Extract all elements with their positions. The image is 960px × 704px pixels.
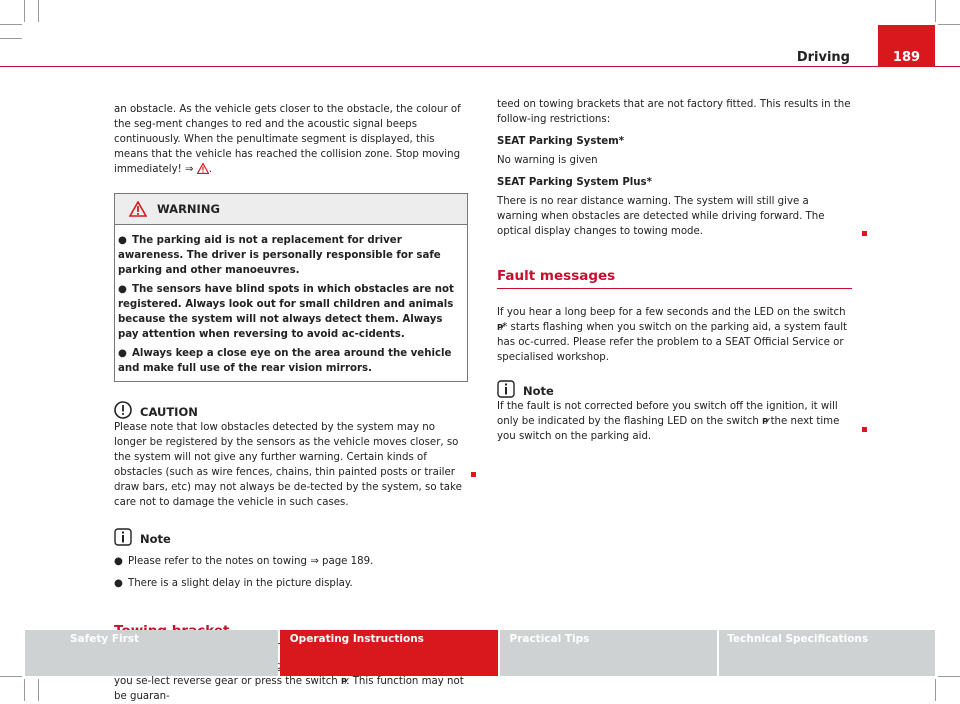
note-item: ● There is a slight delay in the picture display.	[114, 578, 353, 589]
left-column	[114, 102, 468, 704]
sys1-text: No warning is given	[497, 155, 598, 166]
crop-mark	[38, 0, 39, 22]
note-header	[114, 526, 468, 547]
caution-circle-icon	[114, 401, 132, 419]
tab-technical-specifications[interactable]: Technical Specifications	[719, 630, 935, 676]
crop-mark	[0, 24, 22, 25]
caution-text: Please note that low obstacles detected by the system may no longer be registered by the sensors as the vehicle moves closer, so the system will not give any further warning. Certain kinds of obstacles (such as wire fences, chains, thin painted posts or trailer draw bars, etc) may not always be de-tected by the system, so take care not to damage the vehicle in such cases.	[114, 422, 462, 508]
section-end-icon	[471, 472, 476, 477]
section-end-icon	[862, 231, 867, 236]
sys2-heading: SEAT Parking System Plus*	[497, 177, 652, 188]
crop-mark	[938, 24, 960, 25]
caution-header	[114, 399, 468, 420]
bullet-icon: ●	[118, 348, 127, 359]
sys1-heading: SEAT Parking System*	[497, 136, 625, 147]
right-column	[497, 97, 852, 444]
warning-item: ● Always keep a close eye on the area around the vehicle and make full use of the rear vision mirrors.	[118, 348, 452, 374]
tab-operating-instructions[interactable]: Operating Instructions	[280, 630, 498, 676]
parking-switch-icon: P⁄	[762, 417, 768, 426]
crop-mark	[0, 676, 22, 677]
info-icon	[114, 528, 132, 546]
bullet-icon: ●	[114, 556, 123, 567]
crop-mark	[938, 676, 960, 677]
note-header	[497, 378, 852, 399]
note-label: Note	[523, 384, 554, 398]
note-label: Note	[140, 532, 171, 546]
tab-safety-first[interactable]: Safety First	[25, 630, 278, 676]
sys2-text: There is no rear distance warning. The system will still give a warning when obstacles are detected while driving forward. The optical display changes to towing mode.	[497, 196, 825, 237]
crop-mark	[38, 679, 39, 701]
footer-nav	[25, 630, 935, 676]
header-rule	[0, 66, 960, 67]
section-end-icon	[862, 427, 867, 432]
crop-mark	[935, 0, 936, 22]
crop-mark	[0, 38, 22, 39]
crop-mark	[24, 0, 25, 22]
fault-paragraph: If you hear a long beep for a few seconds and the LED on the switch P⁄* starts flashing when you switch on the parking aid, a system fault has oc-curred. Please refer the problem to a SEAT Official Service or specialised workshop.	[497, 307, 848, 363]
warning-label: WARNING	[157, 201, 220, 216]
crop-mark	[24, 679, 25, 701]
warning-box	[114, 193, 468, 382]
bullet-icon: ●	[114, 578, 123, 589]
tab-practical-tips[interactable]: Practical Tips	[500, 630, 718, 676]
parking-switch-icon: P⁄	[497, 323, 503, 332]
intro-paragraph: an obstacle. As the vehicle gets closer to the obstacle, the colour of the seg-ment changes to red and the acoustic signal beeps continuously. When the penultimate segment is displayed, this means that the vehicle has reached the collision zone. Stop moving immediately! ⇒ .	[114, 104, 461, 175]
note-item: ● Please refer to the notes on towing ⇒ page 189.	[114, 556, 374, 567]
warning-item: ● The sensors have blind spots in which obstacles are not registered. Always look out for small children and animals because the system will not always detect them. Always pay attention when reversing to avoid ac-cidents.	[118, 284, 454, 340]
info-icon	[497, 380, 515, 398]
bullet-icon: ●	[118, 235, 127, 246]
page-number: 189	[878, 25, 935, 67]
crop-mark	[935, 679, 936, 701]
warning-item: ● The parking aid is not a replacement for driver awareness. The driver is personally responsible for safe parking and other manoeuvres.	[118, 235, 441, 276]
warning-triangle-icon	[129, 201, 147, 217]
fault-note-text: If the fault is not corrected before you switch off the ignition, it will only be indicated by the flashing LED on the switch P⁄ the next time you switch on the parking aid.	[497, 401, 840, 442]
section-title-fault: Fault messages	[497, 269, 852, 289]
warning-body	[115, 225, 467, 381]
caution-label: CAUTION	[140, 405, 198, 419]
towing-continued: teed on towing brackets that are not factory fitted. This results in the follow-ing restrictions:	[497, 99, 851, 125]
towing-paragraph: you se-lect reverse gear or press the switch P⁄. This function may not be guaran-	[114, 676, 464, 702]
warning-header	[115, 194, 467, 225]
bullet-icon: ●	[118, 284, 127, 295]
parking-switch-icon: P⁄	[341, 677, 347, 686]
warning-triangle-icon	[197, 163, 209, 174]
page-title: Driving	[796, 50, 850, 65]
